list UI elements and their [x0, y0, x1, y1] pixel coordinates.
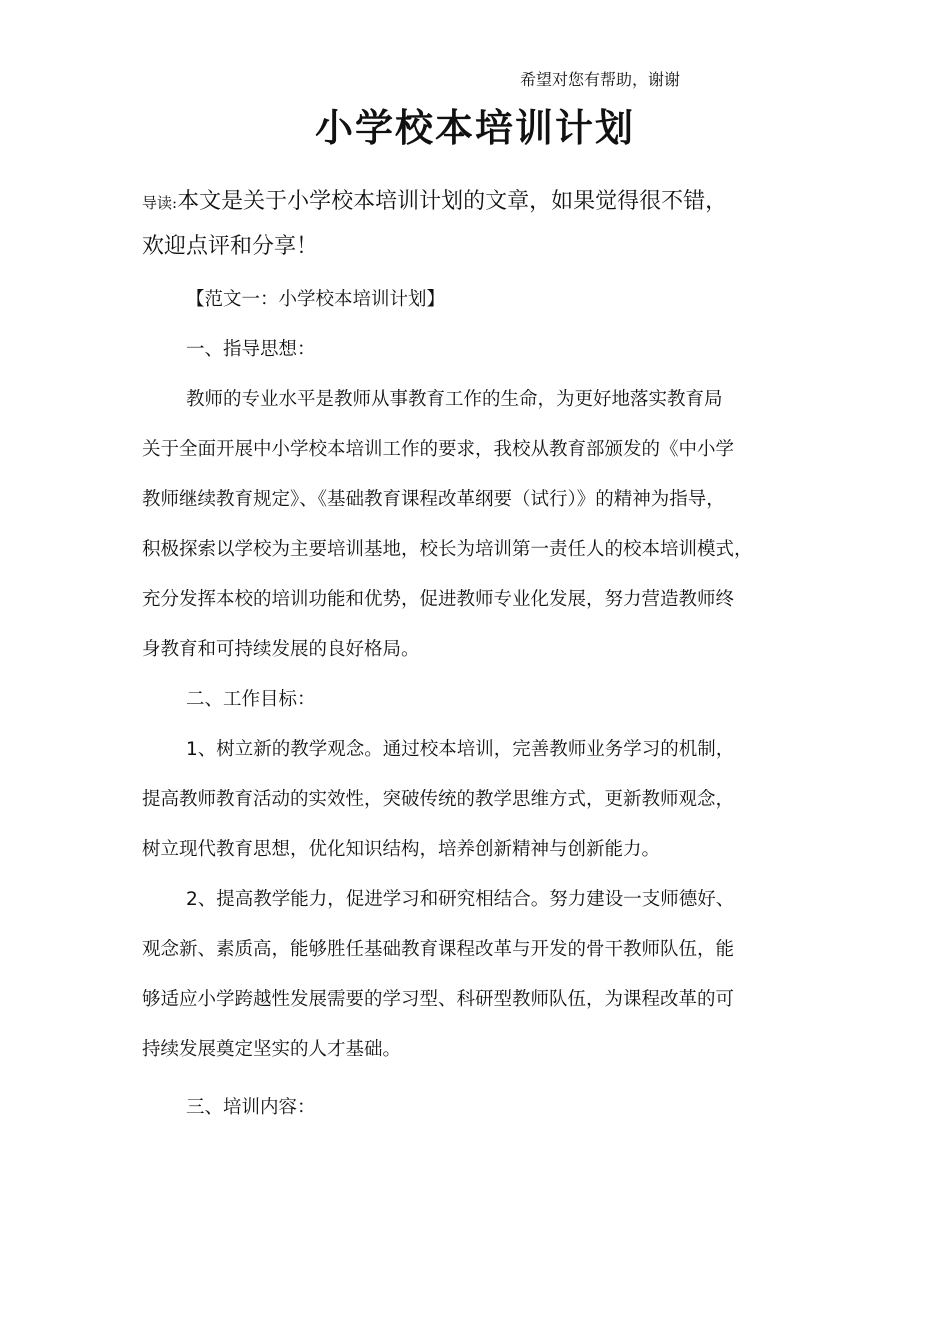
- header-note: 希望对您有帮助，谢谢: [520, 70, 681, 89]
- section-2-paragraph-2-line: 观念新、素质高，能够胜任基础教育课程改革与开发的骨干教师队伍，能: [142, 939, 735, 960]
- section-1-line: 身教育和可持续发展的良好格局。: [142, 639, 420, 660]
- section-1-line: 关于全面开展中小学校本培训工作的要求，我校从教育部颁发的《中小学: [142, 439, 735, 460]
- section-2-paragraph-2-line: 2、提高教学能力，促进学习和研究相结合。努力建设一支师德好、: [186, 889, 735, 910]
- sample-heading: 【范文一：小学校本培训计划】: [186, 289, 446, 310]
- section-1-line: 教师继续教育规定》、《基础教育课程改革纲要（试行）》的精神为指导，: [142, 489, 725, 510]
- intro-line-1: 本文是关于小学校本培训计划的文章，如果觉得很不错，: [177, 189, 728, 214]
- section-1-heading: 一、指导思想：: [186, 339, 316, 360]
- section-1-line: 积极探索以学校为主要培训基地，校长为培训第一责任人的校本培训模式，: [142, 539, 753, 560]
- section-2-paragraph-2-line: 够适应小学跨越性发展需要的学习型、科研型教师队伍，为课程改革的可: [142, 989, 735, 1010]
- section-3-heading: 三、培训内容：: [186, 1097, 316, 1118]
- intro-line-2: 欢迎点评和分享！: [142, 234, 319, 259]
- section-1-line: 教师的专业水平是教师从事教育工作的生命，为更好地落实教育局: [186, 389, 723, 410]
- section-1-line: 充分发挥本校的培训功能和优势，促进教师专业化发展，努力营造教师终: [142, 589, 735, 610]
- section-2-heading: 二、工作目标：: [186, 689, 316, 710]
- document-body: [142, 275, 832, 1133]
- section-2-paragraph-1-line: 树立现代教育思想，优化知识结构，培养创新精神与创新能力。: [142, 839, 661, 860]
- section-2-paragraph-1-line: 1、树立新的教学观念。通过校本培训，完善教师业务学习的机制，: [186, 739, 735, 760]
- intro-paragraph: [142, 180, 832, 269]
- intro-label: 导读:: [142, 194, 178, 212]
- section-2-paragraph-1-line: 提高教师教育活动的实效性，突破传统的教学思维方式，更新教师观念，: [142, 789, 735, 810]
- document-title: 小学校本培训计划: [314, 106, 635, 150]
- section-2-paragraph-2-line: 持续发展奠定坚实的人才基础。: [142, 1039, 402, 1060]
